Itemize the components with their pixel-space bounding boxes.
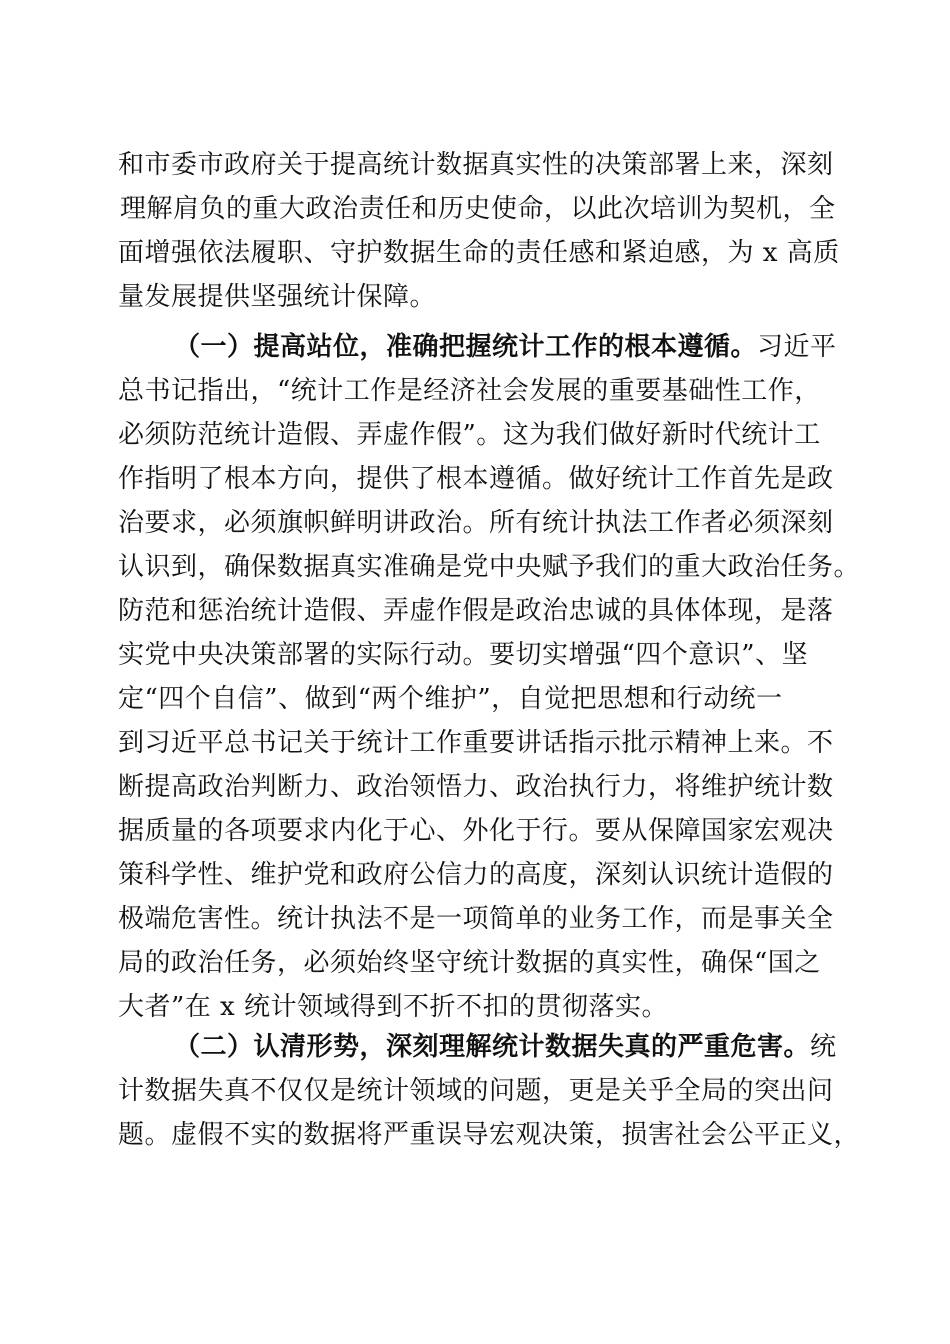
text-line: 实党中央决策部署的实际行动。要切实增强“四个意识”、坚 xyxy=(118,640,809,670)
section-2-heading: （二）认清形势，深刻理解统计数据失真的严重危害。 xyxy=(174,1032,811,1062)
text-line: 到习近平总书记关于统计工作重要讲话指示批示精神上来。不 xyxy=(118,728,834,758)
text-line: 题。虚假不实的数据将严重误导宏观决策，损害社会公平正义， xyxy=(118,1120,861,1150)
text-line: 据质量的各项要求内化于心、外化于行。要从保障国家宏观决 xyxy=(118,816,834,846)
section-1-first-line xyxy=(118,325,837,369)
text-line: 大者”在 x 统计领域得到不折不扣的贯彻落实。 xyxy=(118,992,668,1022)
text-line: 策科学性、维护党和政府公信力的高度，深刻认识统计造假的 xyxy=(118,860,834,890)
section-1-heading: （一）提高站位，准确把握统计工作的根本遵循。 xyxy=(174,332,758,362)
text-line: 断提高政治判断力、政治领悟力、政治执行力，将维护统计数 xyxy=(118,772,834,802)
text-line: 必须防范统计造假、弄虚作假”。这为我们做好新时代统计工 xyxy=(118,420,821,450)
paragraph-section-1 xyxy=(118,325,861,1029)
text-line: 和市委市政府关于提高统计数据真实性的决策部署上来，深刻 xyxy=(118,150,834,180)
text-line: 局的政治任务，必须始终坚守统计数据的真实性，确保“国之 xyxy=(118,948,821,978)
paragraph-continuation xyxy=(118,143,840,319)
text-line: 理解肩负的重大政治责任和历史使命，以此次培训为契机，全 xyxy=(120,194,836,224)
text-line: 定“四个自信”、做到“两个维护”，自觉把思想和行动统一 xyxy=(118,684,783,714)
text-line: 面增强依法履职、守护数据生命的责任感和紧迫感，为 x 高质 xyxy=(118,238,840,268)
text-line: 总书记指出，“统计工作是经济社会发展的重要基础性工作， xyxy=(118,376,821,406)
text-line: 认识到，确保数据真实准确是党中央赋予我们的重大政治任务。 xyxy=(118,552,861,582)
paragraph-section-2 xyxy=(118,1025,861,1157)
text-line: 习近平 xyxy=(757,332,837,362)
section-2-first-line xyxy=(118,1025,837,1069)
text-line: 量发展提供坚强统计保障。 xyxy=(118,282,437,312)
text-line: 防范和惩治统计造假、弄虚作假是政治忠诚的具体体现，是落 xyxy=(118,596,834,626)
text-line: 极端危害性。统计执法不是一项简单的业务工作，而是事关全 xyxy=(118,904,834,934)
text-line: 作指明了根本方向，提供了根本遵循。做好统计工作首先是政 xyxy=(118,464,834,494)
text-line: 治要求，必须旗帜鲜明讲政治。所有统计执法工作者必须深刻 xyxy=(118,508,834,538)
text-line: 计数据失真不仅仅是统计领域的问题，更是关乎全局的突出问 xyxy=(118,1076,834,1106)
text-line: 统 xyxy=(810,1032,837,1062)
